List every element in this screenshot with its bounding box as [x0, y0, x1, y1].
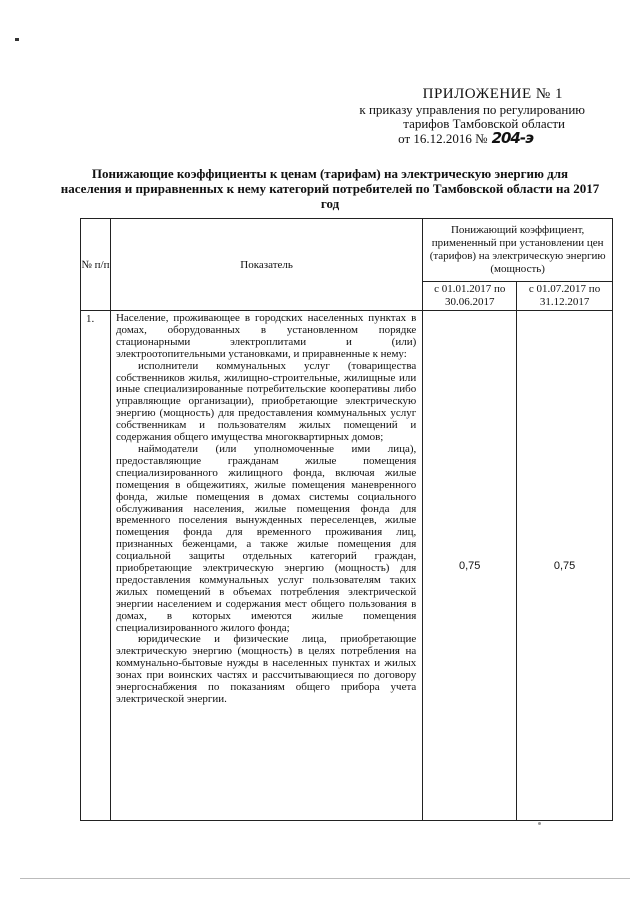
scan-speck	[538, 822, 541, 825]
appendix-header	[285, 86, 585, 146]
document-title: Понижающие коэффициенты к ценам (тарифам) на электрическую энергию для населения и приравненных к нему категорий потребителей по Тамбовской области на 2017 год	[60, 166, 600, 211]
row-description	[110, 311, 422, 821]
order-reference-line: к приказу управления по регулированию	[359, 102, 585, 117]
column-header-period-2: с 01.07.2017 по 31.12.2017	[517, 282, 613, 311]
column-header-number: № п/п	[81, 219, 111, 311]
appendix-title: ПРИЛОЖЕНИЕ № 1	[422, 86, 563, 102]
description-paragraph-3: наймодатели (или уполномоченные ими лица), предоставляющие гражданам жилые помещения специализированного жилищного фонда, включая жилые помещения в общежитиях, жилые помещения маневренного фонда, жилые помещения в домах системы социального обслуживания населения, жилые помещения фонда для временного поселения вынужденных переселенцев, жилые помещения фонда для временного проживания лиц, признанных беженцами, а также жилые помещения для социальной защиты отдельных категорий граждан, приобретающие электрическую энергию (мощность) для предоставления коммунальных услуг пользователям таких жилых помещений в объемах потребления электрической энергии населением и содержания мест общего пользования в домах, в которых имеются жилые помещения специализированного жилого фонда;	[115, 442, 417, 634]
column-header-period-1: с 01.01.2017 по 30.06.2017	[423, 282, 517, 311]
table-row	[81, 311, 613, 821]
coefficients-table	[80, 218, 613, 821]
scan-bottom-edge	[20, 878, 630, 879]
coefficient-value-period-1: 0,75	[423, 311, 517, 821]
column-header-coefficient: Понижающий коэффициент, примененный при установлении цен (тарифов) на электрическую энергию (мощность)	[423, 219, 613, 282]
row-number: 1.	[81, 311, 111, 821]
column-header-indicator: Показатель	[110, 219, 422, 311]
order-date-line	[285, 131, 585, 146]
handwritten-order-number: 204-э	[491, 129, 533, 147]
coefficient-value-period-2: 0,75	[517, 311, 613, 821]
description-paragraph-2: исполнители коммунальных услуг (товарищества собственников жилья, жилищно-строительные, жилищные или иные специализированные потребительские кооперативы либо управляющие организации), приобретающие электрическую энергию (мощность) для предоставления коммунальных услуг собственникам и пользователям жилых помещений и содержания общего имущества многоквартирных домов;	[115, 359, 417, 444]
scan-mark	[15, 38, 19, 41]
authority-line: тарифов Тамбовской области	[403, 116, 565, 131]
description-paragraph-1: Население, проживающее в городских населенных пунктах в домах, оборудованных в установленном порядке стационарными электроплитами и (или) электроотопительными установками, и приравненные к нему:	[115, 312, 417, 360]
description-paragraph-4: юридические и физические лица, приобретающие электрическую энергию (мощность) в целях потребления на коммунально-бытовые нужды в населенных пунктах и жилых зонах при воинских частях и рассчитывающиеся по договору энергоснабжения по показаниям общего прибора учета электрической энергии.	[115, 633, 417, 705]
order-date: от 16.12.2016 №	[398, 131, 488, 146]
table-header-row	[81, 219, 613, 282]
